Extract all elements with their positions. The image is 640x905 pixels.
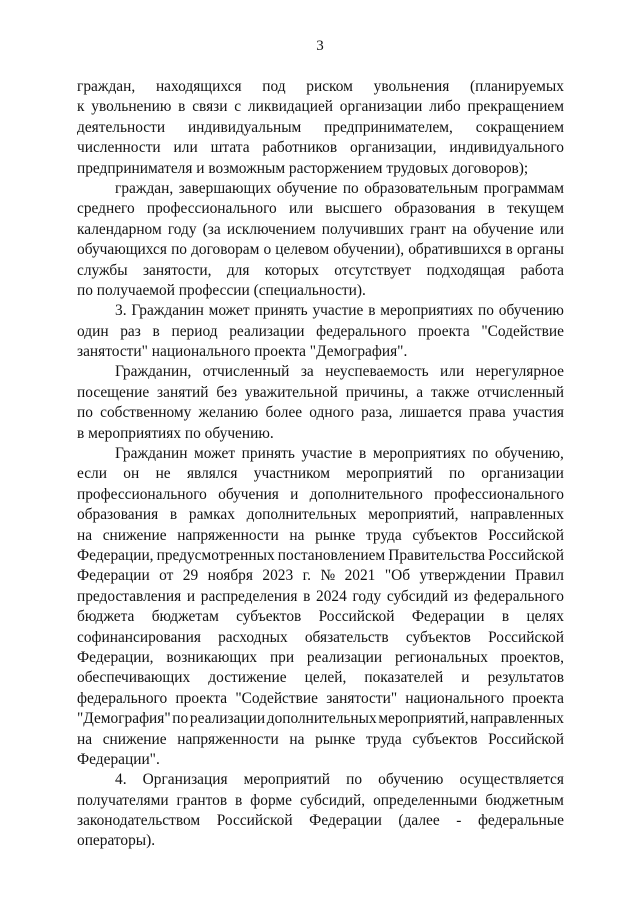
text-line: посещение занятий без уважительной причины, а также отчисленный [77,383,564,401]
text-line: если он не являлся участником мероприятий по организации [77,465,564,483]
text-line: предпринимателя и возможным расторжением трудовых договоров); [77,159,529,177]
text-line: службы занятости, для которых отсутствует подходящая работа [77,261,564,279]
text-line: граждан, завершающих обучение по образовательным программам [115,179,564,197]
text-line: операторы). [77,832,156,850]
paragraph [77,444,564,770]
text-line: Федерации, возникающих при реализации региональных проектов, [77,648,564,666]
text-line: на снижение напряженности на рынке труда субъектов Российской [77,730,564,748]
text-line: образования в рамках дополнительных мероприятий, направленных [77,506,564,524]
paragraph [77,301,564,362]
text-line: среднего профессионального или высшего образования в текущем [77,200,564,218]
text-line: численности или штата работников организации, индивидуального [77,139,564,157]
text-line: один раз в период реализации федерального проекта "Содействие [77,322,564,340]
text-line: на снижение напряженности на рынке труда субъектов Российской [77,526,564,544]
text-line: получателями грантов в форме субсидий, определенными бюджетным [77,791,564,809]
text-line: по получаемой профессии (специальности). [77,281,366,299]
text-line: предоставления и распределения в 2024 году субсидий из федерального [77,587,564,605]
text-line: бюджета бюджетам субъектов Российской Федерации в целях [77,608,564,626]
text-line: федерального проекта "Содействие занятости" национального проекта [77,689,564,707]
text-line: по собственному желанию более одного раза, лишается права участия [77,404,564,422]
text-line: календарном году (за исключением получивших грант на обучение или [77,220,564,238]
text-line: софинансирования расходных обязательств субъектов Российской [77,628,564,646]
text-line: в мероприятиях по обучению. [77,424,274,442]
text-line: обучающихся по договорам о целевом обучении), обратившихся в органы [77,241,564,259]
text-line: деятельности индивидуальным предпринимателем, сокращением [77,118,564,136]
text-line: Гражданин может принять участие в мероприятиях по обучению, [115,445,564,463]
text-line: Гражданин, отчисленный за неуспеваемость или нерегулярное [115,363,564,381]
paragraph [77,770,564,852]
page-number: 3 [316,38,324,54]
text-line: 3. Гражданин может принять участие в мероприятиях по обучению [115,302,564,320]
text-line: 4. Организация мероприятий по обучению осуществляется [115,771,564,789]
text-line: занятости" национального проекта "Демография". [77,343,408,361]
text-line: Федерации от 29 ноября 2023 г. № 2021 "Об утверждении Правил [77,567,564,585]
paragraph [77,362,564,444]
document-body [77,77,564,852]
text-line: Федерации, предусмотренных постановлением Правительства Российской [77,546,564,564]
text-line: "Демография" по реализации дополнительных мероприятий, направленных [77,710,564,728]
paragraph [77,179,564,301]
text-line: к увольнению в связи с ликвидацией организации либо прекращением [77,98,564,116]
paragraph [77,77,564,179]
text-line: законодательством Российской Федерации (далее - федеральные [77,812,564,830]
text-line: граждан, находящихся под риском увольнения (планируемых [77,78,564,95]
text-line: Федерации". [77,750,160,768]
text-line: профессионального обучения и дополнительного профессионального [77,485,564,503]
text-line: обеспечивающих достижение целей, показателей и результатов [77,669,564,687]
